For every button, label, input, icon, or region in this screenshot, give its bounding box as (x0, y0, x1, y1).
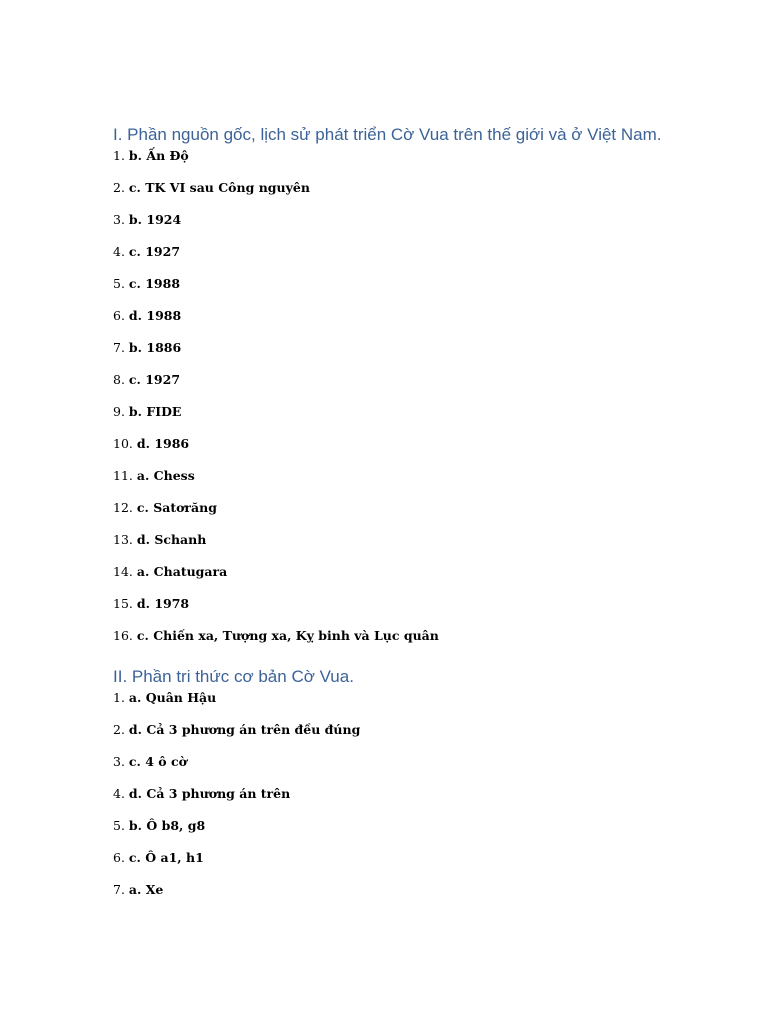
item-answer: b. 1886 (128, 340, 182, 355)
item-number: 1. (113, 690, 125, 705)
item-number: 12. (113, 500, 133, 515)
section-origin-history (113, 124, 733, 644)
item-number: 9. (113, 404, 125, 419)
list-item (113, 307, 733, 324)
item-number: 16. (113, 628, 133, 643)
list-item (113, 849, 733, 866)
section-heading: I. Phần nguồn gốc, lịch sử phát triển Cờ Vua trên thế giới và ở Việt Nam. (113, 125, 662, 144)
list-item (113, 595, 733, 612)
item-number: 7. (113, 882, 125, 897)
item-number: 5. (113, 276, 125, 291)
item-number: 15. (113, 596, 133, 611)
item-answer: b. Ô b8, g8 (128, 818, 206, 833)
item-number: 11. (113, 468, 133, 483)
list-item (113, 531, 733, 548)
item-answer: d. 1988 (128, 308, 182, 323)
item-number: 10. (113, 436, 133, 451)
item-number: 3. (113, 754, 125, 769)
item-answer: a. Chatugara (136, 564, 228, 579)
item-answer: b. FIDE (128, 404, 182, 419)
list-item (113, 467, 733, 484)
item-answer: d. Cả 3 phương án trên đều đúng (128, 722, 361, 737)
list-item (113, 403, 733, 420)
item-number: 6. (113, 308, 125, 323)
item-answer: a. Chess (136, 468, 195, 483)
item-number: 4. (113, 786, 125, 801)
item-number: 8. (113, 372, 125, 387)
item-answer: b. 1924 (128, 212, 182, 227)
list-item (113, 499, 733, 516)
item-answer: d. 1978 (136, 596, 190, 611)
item-number: 2. (113, 722, 125, 737)
item-number: 4. (113, 244, 125, 259)
item-number: 6. (113, 850, 125, 865)
item-number: 1. (113, 148, 125, 163)
list-item (113, 881, 733, 898)
list-item (113, 817, 733, 834)
section-basic-knowledge (113, 666, 733, 898)
list-item (113, 275, 733, 292)
item-answer: b. Ấn Độ (128, 148, 189, 163)
item-number: 7. (113, 340, 125, 355)
item-answer: c. 4 ô cờ (128, 754, 187, 769)
item-answer: a. Xe (128, 882, 164, 897)
list-item (113, 211, 733, 228)
item-answer: c. 1927 (128, 372, 181, 387)
list-item (113, 721, 733, 738)
item-answer: c. Ô a1, h1 (128, 850, 204, 865)
answer-list (113, 147, 733, 644)
list-item (113, 339, 733, 356)
item-number: 14. (113, 564, 133, 579)
item-answer: a. Quân Hậu (128, 690, 217, 705)
document-page (113, 124, 733, 898)
list-item (113, 435, 733, 452)
answer-list (113, 689, 733, 898)
item-number: 13. (113, 532, 133, 547)
list-item (113, 785, 733, 802)
list-item (113, 147, 733, 164)
item-answer: d. 1986 (136, 436, 190, 451)
item-answer: d. Cả 3 phương án trên (128, 786, 291, 801)
item-answer: c. TK VI sau Công nguyên (128, 180, 310, 195)
list-item (113, 243, 733, 260)
list-item (113, 179, 733, 196)
item-answer: c. 1927 (128, 244, 181, 259)
item-number: 2. (113, 180, 125, 195)
list-item (113, 689, 733, 706)
item-answer: d. Schanh (136, 532, 207, 547)
list-item (113, 627, 733, 644)
item-answer: c. 1988 (128, 276, 181, 291)
list-item (113, 371, 733, 388)
item-number: 3. (113, 212, 125, 227)
item-number: 5. (113, 818, 125, 833)
section-heading: II. Phần tri thức cơ bản Cờ Vua. (113, 667, 354, 686)
list-item (113, 563, 733, 580)
item-answer: c. Satơrăng (136, 500, 217, 515)
item-answer: c. Chiến xa, Tượng xa, Kỵ binh và Lục quân (136, 628, 439, 643)
list-item (113, 753, 733, 770)
